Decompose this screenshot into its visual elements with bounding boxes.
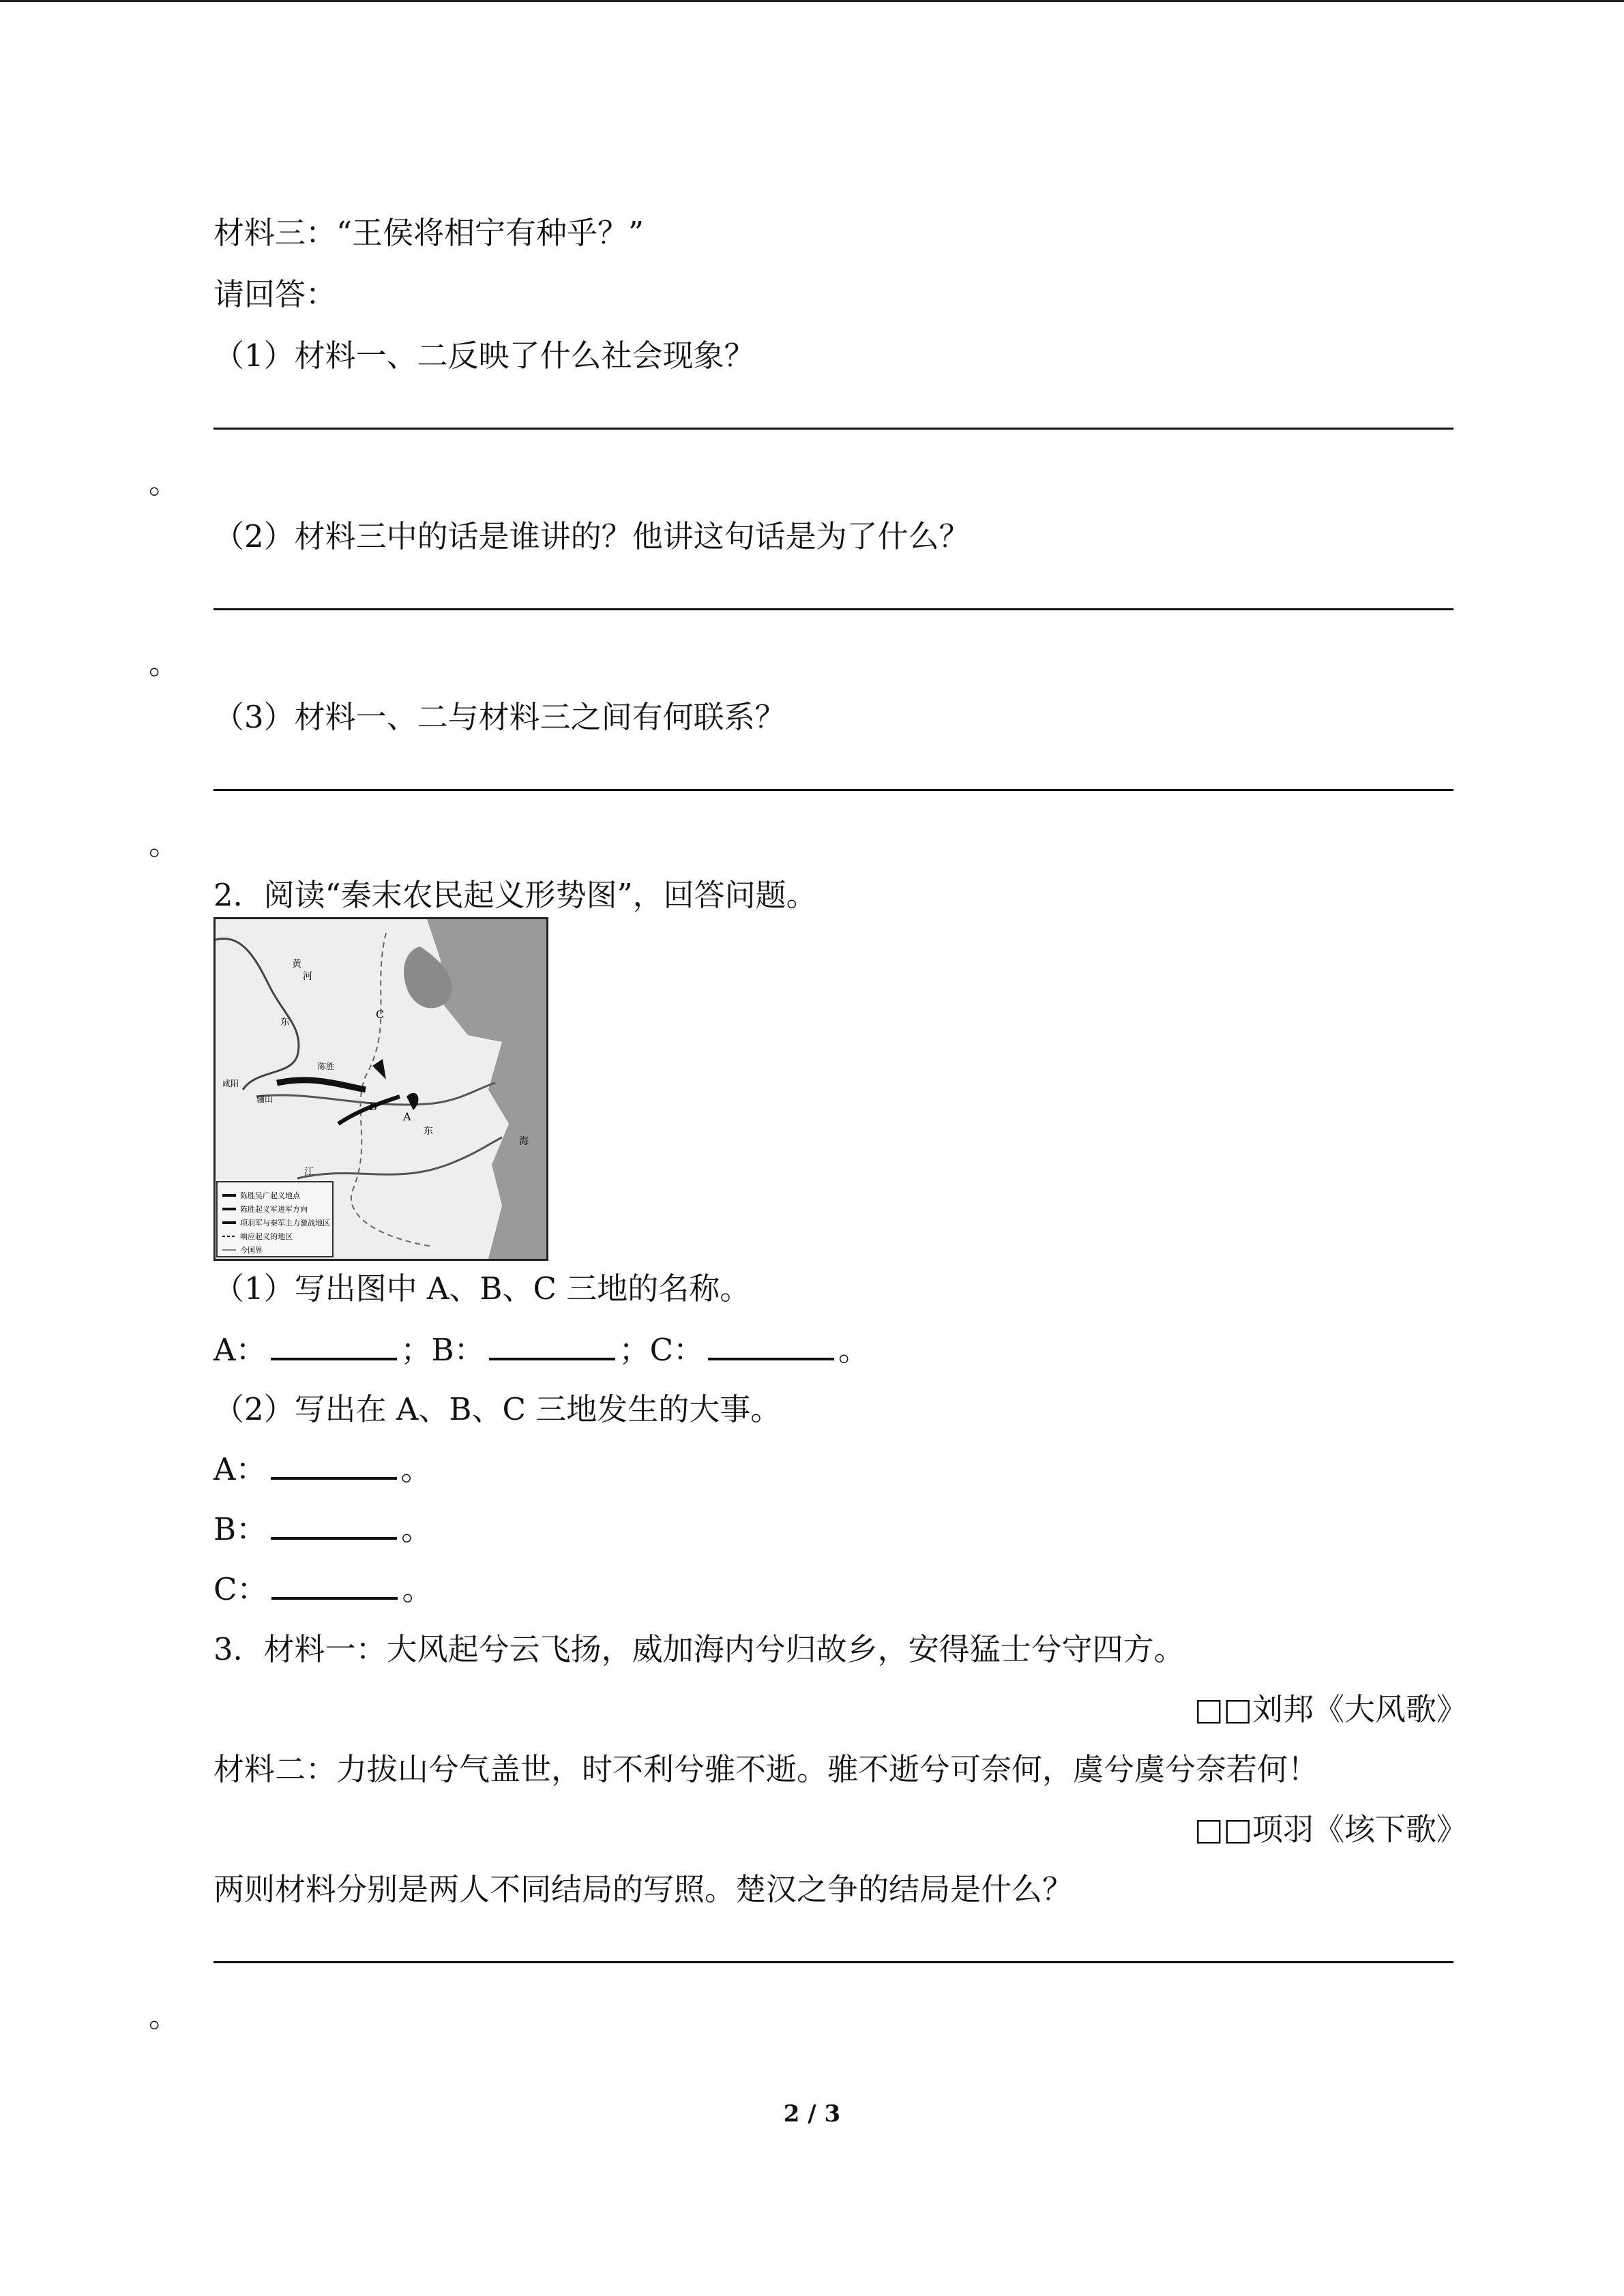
line-end: 。 (838, 1332, 870, 1368)
abc-name-line (213, 1330, 869, 1371)
map-label: 海 (519, 1136, 529, 1147)
question-3-material-1: 3．材料一：大风起兮云飞扬，威加海内兮归故乡，安得猛士兮守四方。 (213, 1631, 1185, 1667)
label-a: A： (213, 1332, 267, 1368)
answer-period: 。 (149, 645, 180, 681)
source-liu-bang: □□刘邦《大风歌》 (1194, 1691, 1467, 1727)
map-label: 黄 (292, 959, 301, 970)
map-label-a: A (403, 1110, 411, 1123)
blank-b[interactable] (489, 1330, 615, 1360)
material-three: 材料三：“王侯将相宁有种乎？” (213, 215, 645, 251)
map-label: 陈胜 (318, 1062, 335, 1071)
map-label-c: C (376, 1008, 385, 1021)
event-label: B： (213, 1511, 267, 1547)
blank-c[interactable] (708, 1330, 834, 1360)
answer-period: 。 (149, 1998, 180, 2034)
legend-item: 响应起义的地区 (240, 1232, 293, 1241)
question-3-question: 两则材料分别是两人不同结局的写照。楚汉之争的结局是什么？ (213, 1871, 1074, 1907)
page-number: 2 / 3 (783, 2100, 841, 2128)
event-end: 。 (400, 1451, 432, 1487)
map-label: 东 (280, 1017, 290, 1028)
event-line-c (213, 1569, 432, 1610)
answer-line (213, 789, 1453, 791)
map-label: 东 (424, 1126, 433, 1137)
event-end: 。 (401, 1511, 432, 1547)
event-blank[interactable] (271, 1510, 397, 1540)
legend-item: 陈胜吴广起义地点 (240, 1191, 300, 1200)
question-1-3: （3）材料一、二与材料三之间有何联系？ (213, 699, 786, 735)
map-label-b: B (369, 1100, 377, 1113)
question-2-1: （1）写出图中 A、B、C 三地的名称。 (213, 1270, 751, 1307)
answer-line (213, 608, 1453, 610)
top-border (0, 0, 1624, 2)
legend-item: 今国界 (240, 1246, 263, 1255)
legend-item: 项羽军与秦军主力激战地区 (240, 1219, 330, 1227)
event-blank[interactable] (271, 1450, 397, 1480)
answer-line (213, 1961, 1453, 1963)
event-label: C： (213, 1571, 268, 1607)
event-line-a (213, 1449, 432, 1490)
label-b: ；B： (400, 1332, 485, 1368)
map-label: 咸阳 (222, 1079, 239, 1088)
answer-period: 。 (149, 464, 180, 501)
event-line-b (213, 1509, 432, 1550)
question-2-2: （2）写出在 A、B、C 三地发生的大事。 (213, 1391, 782, 1427)
question-3-material-2: 材料二：力拔山兮气盖世，时不利兮骓不逝。骓不逝兮可奈何，虞兮虞兮奈若何！ (213, 1751, 1319, 1787)
question-1-1: （1）材料一、二反映了什么社会现象？ (213, 338, 755, 374)
label-c: ；C： (619, 1332, 705, 1368)
event-blank[interactable] (271, 1570, 398, 1600)
event-label: A： (213, 1451, 267, 1487)
map-label: 河 (303, 971, 312, 982)
question-1-2: （2）材料三中的话是谁讲的？他讲这句话是为了什么？ (213, 518, 970, 554)
legend-item: 陈胜起义军进军方向 (240, 1205, 308, 1214)
map-drawing (216, 919, 546, 1259)
map-label: 江 (304, 1167, 314, 1178)
event-end: 。 (402, 1571, 433, 1607)
source-xiang-yu: □□项羽《垓下歌》 (1194, 1811, 1467, 1847)
map-label: 骊山 (256, 1094, 274, 1104)
qin-uprising-map (213, 917, 548, 1261)
please-answer: 请回答： (213, 276, 337, 312)
blank-a[interactable] (271, 1330, 397, 1360)
question-2-title: 2．阅读“秦末农民起义形势图”，回答问题。 (213, 877, 817, 913)
answer-line (213, 428, 1453, 430)
answer-period: 。 (149, 826, 180, 862)
